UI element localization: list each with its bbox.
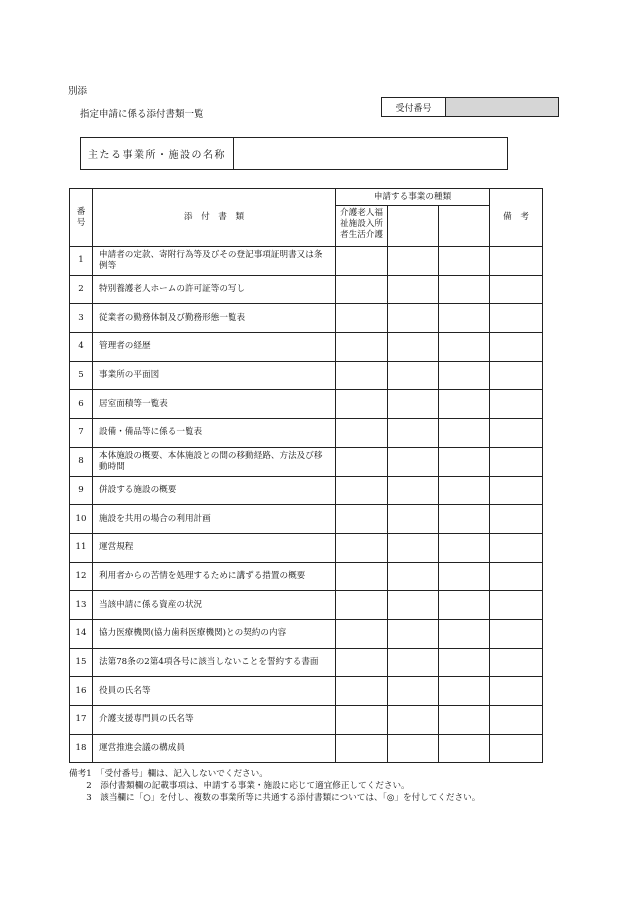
document-name: 特別養護老人ホームの許可証等の写し (93, 275, 336, 304)
receipt-number-label: 受付番号 (382, 98, 446, 116)
remarks-cell[interactable] (490, 476, 543, 505)
remarks-cell[interactable] (490, 390, 543, 419)
column-header-service-types: 申請する事業の種類 (336, 189, 490, 206)
remarks-cell[interactable] (490, 533, 543, 562)
service-type-2-cell[interactable] (388, 390, 439, 419)
remarks-cell[interactable] (490, 247, 543, 276)
document-name: 法第78条の2第4項各号に該当しないことを誓約する書面 (93, 648, 336, 677)
facility-name-label: 主たる事業所・施設の名称 (81, 138, 234, 169)
notes-section (69, 768, 480, 804)
header-row-1 (70, 189, 543, 206)
service-type-1-cell[interactable] (336, 505, 388, 534)
table-row (70, 619, 543, 648)
document-name: 運営推進会議の構成員 (93, 734, 336, 763)
service-type-2-cell[interactable] (388, 619, 439, 648)
service-type-2-cell[interactable] (388, 304, 439, 333)
service-type-1-cell[interactable] (336, 304, 388, 333)
note-line: 3 該当欄に「○」を付し、複数の事業所等に共通する添付書類については、「◎」を付してください。 (69, 793, 481, 803)
row-number: 10 (70, 505, 93, 534)
row-number: 3 (70, 304, 93, 333)
document-name: 協力医療機関(協力歯科医療機関)との契約の内容 (93, 619, 336, 648)
service-type-1-cell[interactable] (336, 562, 388, 591)
service-type-2-cell[interactable] (388, 447, 439, 476)
remarks-cell[interactable] (490, 734, 543, 763)
service-type-3-cell[interactable] (439, 390, 490, 419)
remarks-cell[interactable] (490, 361, 543, 390)
remarks-cell[interactable] (490, 619, 543, 648)
service-type-3-cell[interactable] (439, 505, 490, 534)
table-row (70, 275, 543, 304)
service-type-2-cell[interactable] (388, 505, 439, 534)
service-type-3-cell[interactable] (439, 419, 490, 448)
service-type-1-cell[interactable] (336, 275, 388, 304)
table-row (70, 648, 543, 677)
document-name: 運営規程 (93, 533, 336, 562)
service-type-1-cell[interactable] (336, 447, 388, 476)
document-name: 申請者の定款、寄附行為等及びその登記事項証明書又は条例等 (93, 247, 336, 276)
row-number: 8 (70, 447, 93, 476)
table-row (70, 706, 543, 735)
document-name: 居室面積等一覧表 (93, 390, 336, 419)
service-type-3-cell[interactable] (439, 648, 490, 677)
row-number: 12 (70, 562, 93, 591)
service-type-1-cell[interactable] (336, 419, 388, 448)
service-type-2-cell[interactable] (388, 361, 439, 390)
service-type-2-cell[interactable] (388, 648, 439, 677)
document-name: 役員の氏名等 (93, 677, 336, 706)
column-header-remarks: 備 考 (490, 189, 543, 247)
service-type-2-cell[interactable] (388, 275, 439, 304)
remarks-cell[interactable] (490, 591, 543, 620)
service-type-1-cell[interactable] (336, 677, 388, 706)
row-number: 6 (70, 390, 93, 419)
remarks-cell[interactable] (490, 562, 543, 591)
row-number: 4 (70, 333, 93, 362)
service-type-3-cell[interactable] (439, 275, 490, 304)
row-number: 5 (70, 361, 93, 390)
facility-name-field[interactable] (234, 138, 507, 169)
service-type-1-cell[interactable] (336, 619, 388, 648)
service-type-1-label: 介護老人福祉施設入所者生活介護 (336, 206, 388, 247)
table-row (70, 304, 543, 333)
remarks-cell[interactable] (490, 419, 543, 448)
service-type-3-cell[interactable] (439, 304, 490, 333)
remarks-cell[interactable] (490, 677, 543, 706)
remarks-cell[interactable] (490, 304, 543, 333)
table-row (70, 591, 543, 620)
document-title: 指定申請に係る添付書類一覧 (80, 109, 204, 120)
service-type-2-cell[interactable] (388, 706, 439, 735)
service-type-1-cell[interactable] (336, 476, 388, 505)
document-name: 当該申請に係る資産の状況 (93, 591, 336, 620)
service-type-1-cell[interactable] (336, 591, 388, 620)
table-body (70, 189, 543, 763)
table-row (70, 562, 543, 591)
service-type-1-cell[interactable] (336, 648, 388, 677)
attachment-documents-table (69, 188, 543, 763)
service-type-1-cell[interactable] (336, 390, 388, 419)
row-number: 14 (70, 619, 93, 648)
receipt-number-box (381, 97, 559, 117)
table-row (70, 247, 543, 276)
attachment-label: 別添 (68, 86, 88, 97)
document-name: 管理者の経歴 (93, 333, 336, 362)
row-number: 13 (70, 591, 93, 620)
service-type-3-cell[interactable] (439, 677, 490, 706)
row-number: 18 (70, 734, 93, 763)
service-type-3-cell[interactable] (439, 562, 490, 591)
service-type-2-cell[interactable] (388, 734, 439, 763)
service-type-3-cell[interactable] (439, 476, 490, 505)
table-row (70, 361, 543, 390)
table-row (70, 677, 543, 706)
table-row (70, 390, 543, 419)
table-row (70, 419, 543, 448)
note-line: 2 添付書類欄の記載事項は、申請する事業・施設に応じて適宜修正してください。 (69, 781, 410, 791)
service-type-3-cell[interactable] (439, 706, 490, 735)
remarks-cell[interactable] (490, 505, 543, 534)
service-type-2-cell[interactable] (388, 333, 439, 362)
remarks-cell[interactable] (490, 706, 543, 735)
row-number: 1 (70, 247, 93, 276)
document-name: 事業所の平面図 (93, 361, 336, 390)
column-header-documents: 添 付 書 類 (93, 189, 336, 247)
note-line: 備考1 「受付番号」欄は、記入しないでください。 (69, 769, 268, 779)
document-name: 利用者からの苦情を処理するために講ずる措置の概要 (93, 562, 336, 591)
service-type-3-cell[interactable] (439, 591, 490, 620)
remarks-cell[interactable] (490, 648, 543, 677)
document-name: 施設を共用の場合の利用計画 (93, 505, 336, 534)
facility-name-box (80, 137, 508, 170)
remarks-cell[interactable] (490, 275, 543, 304)
table-row (70, 333, 543, 362)
service-type-3-cell[interactable] (439, 533, 490, 562)
document-name: 従業者の勤務体制及び勤務形態一覧表 (93, 304, 336, 333)
service-type-1-cell[interactable] (336, 333, 388, 362)
table-row (70, 533, 543, 562)
row-number: 16 (70, 677, 93, 706)
service-type-3-cell[interactable] (439, 619, 490, 648)
service-type-2-label[interactable] (388, 206, 439, 247)
row-number: 2 (70, 275, 93, 304)
service-type-3-cell[interactable] (439, 333, 490, 362)
service-type-1-cell[interactable] (336, 706, 388, 735)
service-type-2-cell[interactable] (388, 476, 439, 505)
remarks-cell[interactable] (490, 447, 543, 476)
service-type-2-cell[interactable] (388, 591, 439, 620)
row-number: 15 (70, 648, 93, 677)
row-number: 9 (70, 476, 93, 505)
table-row (70, 505, 543, 534)
service-type-3-cell[interactable] (439, 447, 490, 476)
row-number: 11 (70, 533, 93, 562)
service-type-3-cell[interactable] (439, 247, 490, 276)
service-type-2-cell[interactable] (388, 533, 439, 562)
service-type-3-label[interactable] (439, 206, 490, 247)
row-number: 17 (70, 706, 93, 735)
table-row (70, 476, 543, 505)
service-type-1-cell[interactable] (336, 247, 388, 276)
document-name: 設備・備品等に係る一覧表 (93, 419, 336, 448)
document-name: 本体施設の概要、本体施設との間の移動経路、方法及び移動時間 (93, 447, 336, 476)
document-name: 介護支援専門員の氏名等 (93, 706, 336, 735)
service-type-1-cell[interactable] (336, 361, 388, 390)
receipt-number-field[interactable] (446, 98, 558, 116)
service-type-2-cell[interactable] (388, 247, 439, 276)
service-type-2-cell[interactable] (388, 562, 439, 591)
column-header-number: 番 号 (70, 189, 93, 247)
document-name: 併設する施設の概要 (93, 476, 336, 505)
service-type-2-cell[interactable] (388, 677, 439, 706)
service-type-2-cell[interactable] (388, 419, 439, 448)
remarks-cell[interactable] (490, 333, 543, 362)
table-row (70, 447, 543, 476)
service-type-3-cell[interactable] (439, 734, 490, 763)
row-number: 7 (70, 419, 93, 448)
service-type-3-cell[interactable] (439, 361, 490, 390)
service-type-1-cell[interactable] (336, 533, 388, 562)
service-type-1-cell[interactable] (336, 734, 388, 763)
table-row (70, 734, 543, 763)
